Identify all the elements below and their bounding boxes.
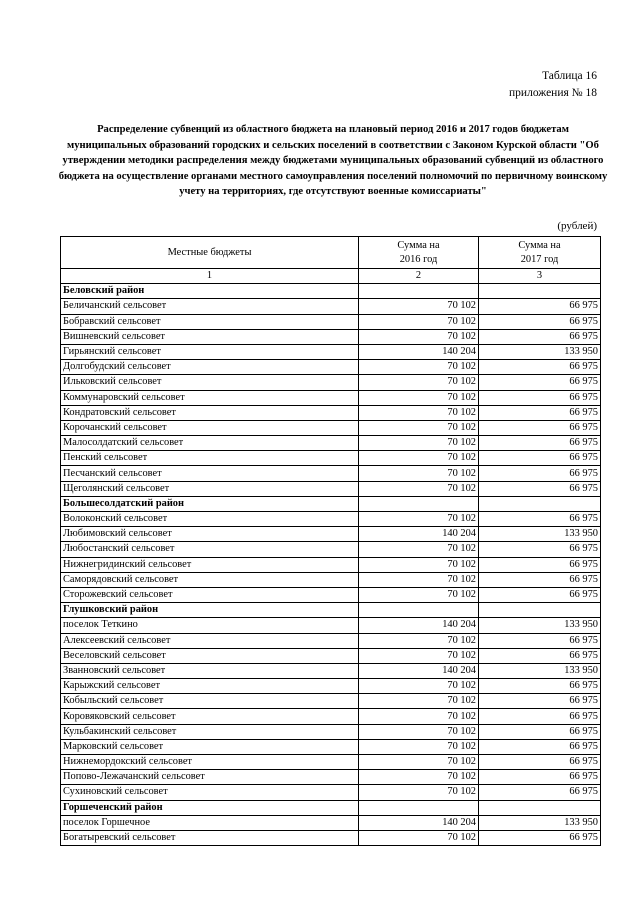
table-row [61,329,601,344]
amount-2017-cell [479,496,601,511]
amount-2017-cell [479,284,601,299]
budget-name-cell: Сухиновский сельсовет [61,785,359,800]
table-row [61,527,601,542]
budget-name-cell: Кобыльский сельсовет [61,694,359,709]
budget-name-cell: Беличанский сельсовет [61,299,359,314]
budget-name-cell: Вишневский сельсовет [61,329,359,344]
amount-2017-cell: 66 975 [479,420,601,435]
amount-2016-cell: 70 102 [359,679,479,694]
column-number: 1 [61,269,359,284]
budget-name-cell: Коровяковский сельсовет [61,709,359,724]
amount-2017-cell: 66 975 [479,481,601,496]
budget-name-cell: Кондратовский сельсовет [61,405,359,420]
amount-2017-cell: 133 950 [479,344,601,359]
budget-name-cell: Горшеченский район [61,800,359,815]
amount-2016-cell: 70 102 [359,572,479,587]
amount-2017-cell: 66 975 [479,512,601,527]
budget-name-cell: Званновский сельсовет [61,663,359,678]
table-row [61,785,601,800]
table-row [61,360,601,375]
table-row [61,815,601,830]
amount-2016-cell: 70 102 [359,830,479,845]
amount-2016-cell: 140 204 [359,527,479,542]
table-header-row [61,237,601,269]
amount-2016-cell: 70 102 [359,390,479,405]
amount-2017-cell: 133 950 [479,815,601,830]
budget-name-cell: Гирьянский сельсовет [61,344,359,359]
budget-name-cell: Щеголянский сельсовет [61,481,359,496]
budget-name-cell: Марковский сельсовет [61,739,359,754]
amount-2016-cell: 70 102 [359,557,479,572]
column-header-2017: Сумма на 2017 год [479,237,601,269]
amount-2017-cell: 66 975 [479,709,601,724]
amount-2016-cell: 70 102 [359,360,479,375]
budget-name-cell: Волоконский сельсовет [61,512,359,527]
budget-name-cell: Сторожевский сельсовет [61,587,359,602]
amount-2016-cell [359,800,479,815]
amount-2016-cell: 70 102 [359,633,479,648]
budget-name-cell: Корочанский сельсовет [61,420,359,435]
amount-2017-cell: 66 975 [479,679,601,694]
amount-2017-cell: 66 975 [479,329,601,344]
table-row [61,481,601,496]
amount-2017-cell: 133 950 [479,527,601,542]
amount-2017-cell: 66 975 [479,360,601,375]
amount-2016-cell: 70 102 [359,709,479,724]
amount-2017-cell: 133 950 [479,663,601,678]
table-row [61,344,601,359]
table-row [61,587,601,602]
amount-2016-cell: 70 102 [359,481,479,496]
budget-name-cell: Богатыревский сельсовет [61,830,359,845]
amount-2017-cell: 66 975 [479,466,601,481]
table-row [61,663,601,678]
budget-name-cell: Карыжский сельсовет [61,679,359,694]
amount-2017-cell: 66 975 [479,830,601,845]
table-row [61,770,601,785]
document-title: Распределение субвенций из областного бюджета на плановый период 2016 и 2017 годов бюджетам муниципальных образований городских и сельских поселений в соответствии с Законом Курской области "Об утверждении методики распределения между бюджетами муниципальных образований субвенций из областного бюджета на осуществление органами местного самоуправления поселений полномочий по первичному воинскому учету на территориях, где отсутствуют военные комиссариаты" [58,124,608,198]
table-row [61,375,601,390]
budget-name-cell: поселок Горшечное [61,815,359,830]
amount-2017-cell: 66 975 [479,724,601,739]
column-number-row [61,269,601,284]
budget-name-cell: Кульбакинский сельсовет [61,724,359,739]
amount-2016-cell: 70 102 [359,724,479,739]
amount-2016-cell: 70 102 [359,436,479,451]
amount-2017-cell [479,603,601,618]
amount-2017-cell: 66 975 [479,770,601,785]
table-row [61,451,601,466]
amount-2016-cell: 70 102 [359,770,479,785]
table-row [61,633,601,648]
amount-2016-cell: 70 102 [359,420,479,435]
budget-name-cell: Алексеевский сельсовет [61,633,359,648]
budget-name-cell: поселок Теткино [61,618,359,633]
district-row [61,284,601,299]
amount-2016-cell: 70 102 [359,466,479,481]
table-row [61,830,601,845]
subvention-table [60,236,601,846]
budget-name-cell: Глушковский район [61,603,359,618]
district-row [61,800,601,815]
amount-2017-cell: 66 975 [479,436,601,451]
table-row [61,648,601,663]
budget-name-cell: Веселовский сельсовет [61,648,359,663]
amount-2016-cell: 70 102 [359,375,479,390]
table-row [61,390,601,405]
table-number: Таблица 16 [542,70,597,82]
amount-2017-cell: 66 975 [479,648,601,663]
amount-2017-cell: 66 975 [479,694,601,709]
amount-2016-cell: 70 102 [359,542,479,557]
unit-label: (рублей) [557,220,597,232]
amount-2017-cell: 66 975 [479,587,601,602]
amount-2016-cell: 70 102 [359,739,479,754]
amount-2016-cell [359,284,479,299]
amount-2016-cell: 140 204 [359,663,479,678]
amount-2016-cell: 70 102 [359,451,479,466]
amount-2017-cell: 66 975 [479,739,601,754]
amount-2016-cell: 140 204 [359,815,479,830]
budget-name-cell: Малосолдатский сельсовет [61,436,359,451]
table-row [61,512,601,527]
amount-2016-cell [359,496,479,511]
table-row [61,618,601,633]
budget-name-cell: Песчанский сельсовет [61,466,359,481]
amount-2016-cell: 70 102 [359,694,479,709]
amount-2017-cell: 66 975 [479,633,601,648]
amount-2017-cell: 133 950 [479,618,601,633]
table-row [61,755,601,770]
table-row [61,436,601,451]
amount-2017-cell: 66 975 [479,390,601,405]
budget-name-cell: Саморядовский сельсовет [61,572,359,587]
table-row [61,299,601,314]
amount-2016-cell: 70 102 [359,785,479,800]
amount-2016-cell: 70 102 [359,299,479,314]
budget-name-cell: Нижнемордокский сельсовет [61,755,359,770]
amount-2017-cell: 66 975 [479,451,601,466]
district-row [61,603,601,618]
budget-name-cell: Беловский район [61,284,359,299]
amount-2017-cell: 66 975 [479,375,601,390]
table-row [61,420,601,435]
table-row [61,739,601,754]
table-row [61,405,601,420]
amount-2017-cell: 66 975 [479,557,601,572]
amount-2017-cell: 66 975 [479,785,601,800]
budget-name-cell: Нижнегридинский сельсовет [61,557,359,572]
table-row [61,542,601,557]
amount-2017-cell: 66 975 [479,755,601,770]
amount-2017-cell: 66 975 [479,542,601,557]
amount-2017-cell: 66 975 [479,299,601,314]
table-row [61,314,601,329]
table-row [61,724,601,739]
amount-2016-cell: 70 102 [359,755,479,770]
budget-name-cell: Любостанский сельсовет [61,542,359,557]
amount-2016-cell: 70 102 [359,329,479,344]
amount-2016-cell: 70 102 [359,314,479,329]
amount-2016-cell: 140 204 [359,618,479,633]
amount-2017-cell [479,800,601,815]
table-row [61,709,601,724]
budget-name-cell: Долгобудский сельсовет [61,360,359,375]
table-row [61,572,601,587]
table-row [61,679,601,694]
table-row [61,694,601,709]
amount-2016-cell [359,603,479,618]
amount-2016-cell: 70 102 [359,648,479,663]
budget-name-cell: Любимовский сельсовет [61,527,359,542]
column-header-budgets: Местные бюджеты [61,237,359,269]
budget-name-cell: Бобравский сельсовет [61,314,359,329]
amount-2016-cell: 70 102 [359,512,479,527]
budget-name-cell: Коммунаровский сельсовет [61,390,359,405]
amount-2017-cell: 66 975 [479,572,601,587]
column-number: 3 [479,269,601,284]
amount-2017-cell: 66 975 [479,314,601,329]
amount-2016-cell: 140 204 [359,344,479,359]
amount-2017-cell: 66 975 [479,405,601,420]
appendix-number: приложения № 18 [509,87,597,99]
amount-2016-cell: 70 102 [359,405,479,420]
budget-name-cell: Ильковский сельсовет [61,375,359,390]
column-number: 2 [359,269,479,284]
budget-name-cell: Большесолдатский район [61,496,359,511]
budget-name-cell: Попово-Лежачанский сельсовет [61,770,359,785]
amount-2016-cell: 70 102 [359,587,479,602]
budget-name-cell: Пенский сельсовет [61,451,359,466]
table-row [61,557,601,572]
table-row [61,466,601,481]
column-header-2016: Сумма на 2016 год [359,237,479,269]
district-row [61,496,601,511]
